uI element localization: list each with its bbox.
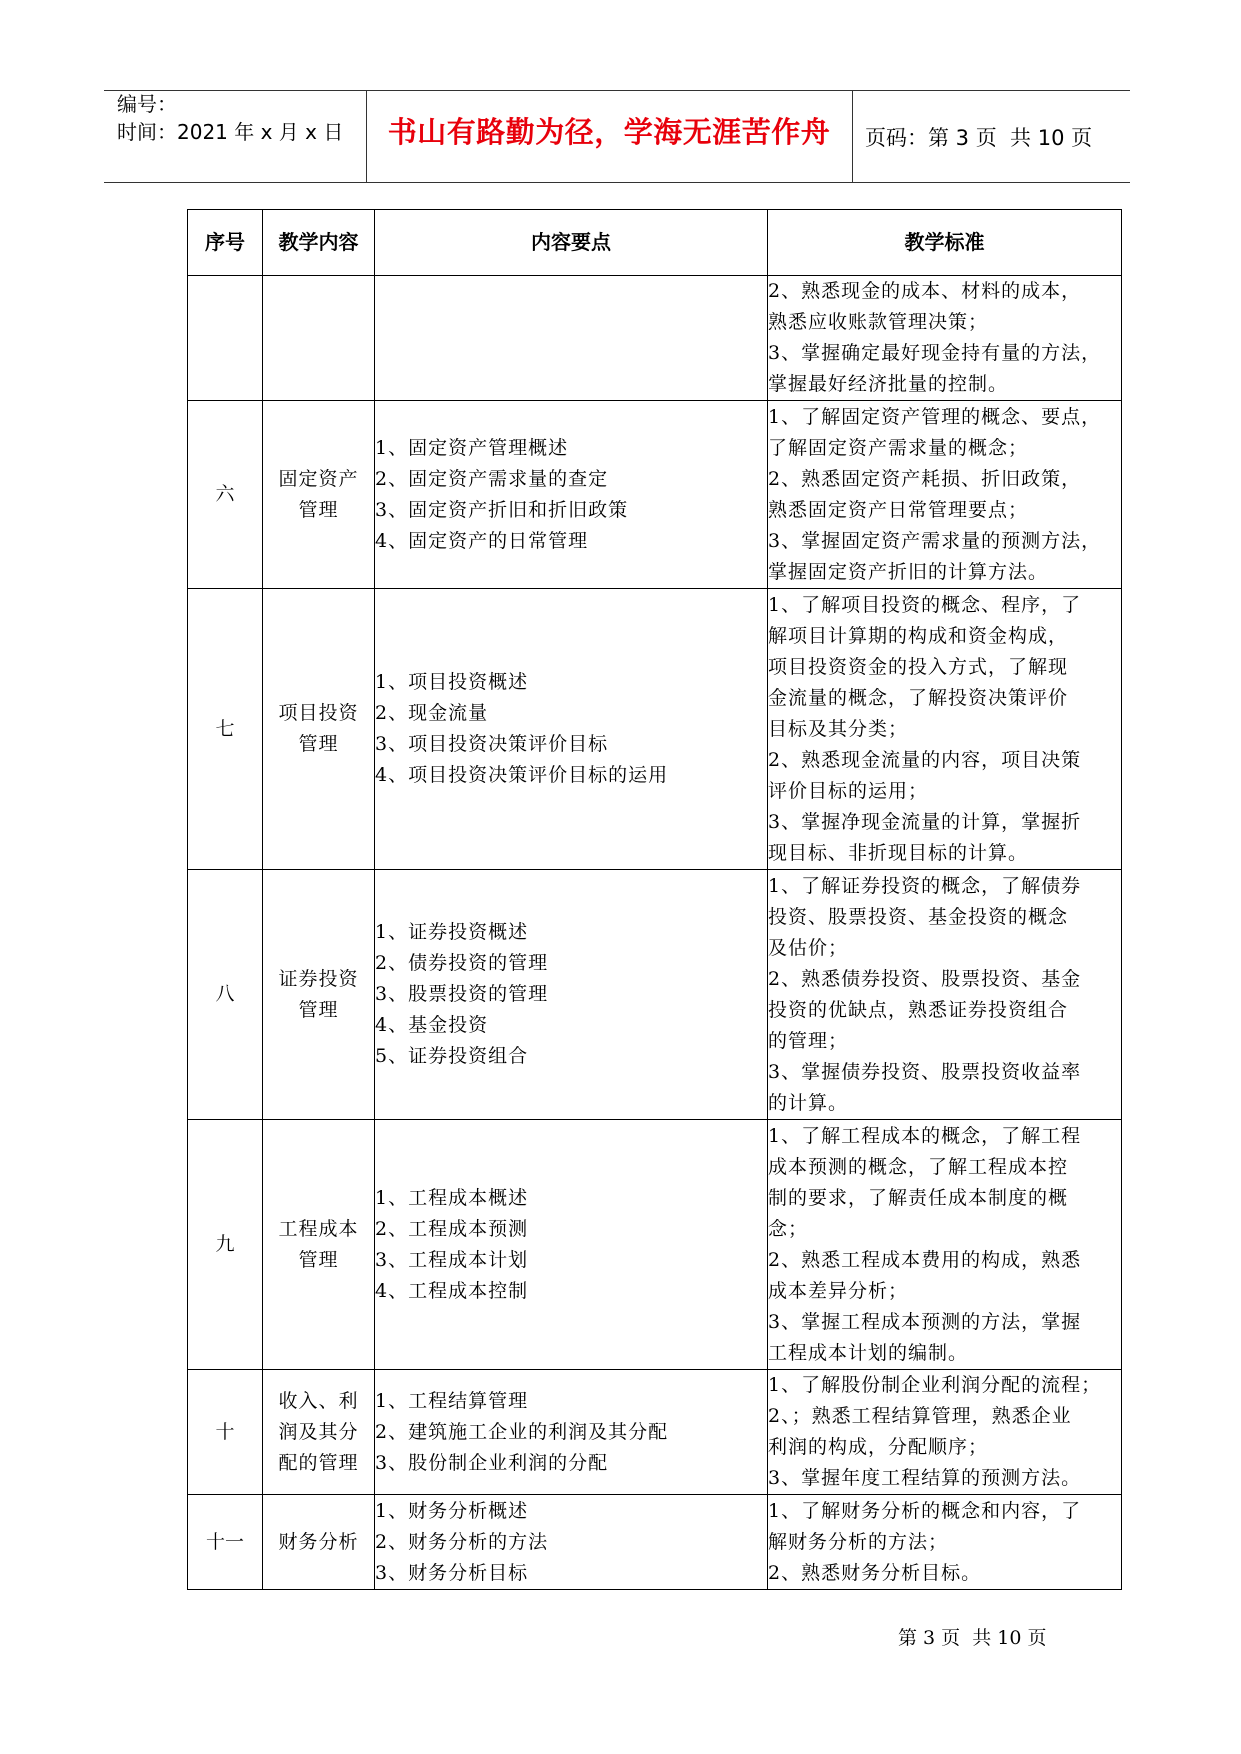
column-header-no: 序号: [188, 210, 263, 276]
row-topic: 固定资产 管理: [263, 401, 375, 589]
table-row: [188, 1120, 1122, 1370]
row-topic: [263, 276, 375, 401]
table-row: [188, 1370, 1122, 1495]
row-number: 十一: [188, 1495, 263, 1590]
table-row: [188, 276, 1122, 401]
row-points: 1、工程结算管理 2、建筑施工企业的利润及其分配 3、股份制企业利润的分配: [375, 1370, 768, 1495]
row-points: 1、项目投资概述 2、现金流量 3、项目投资决策评价目标 4、项目投资决策评价目标的运用: [375, 589, 768, 870]
header-divider-right: [852, 90, 853, 182]
serial-number-label: 编号：: [117, 92, 177, 116]
row-standard: 1、了解固定资产管理的概念、要点， 了解固定资产需求量的概念； 2、熟悉固定资产耗损、折旧政策， 熟悉固定资产日常管理要点； 3、掌握固定资产需求量的预测方法， 掌握固定资产折旧的计算方法。: [768, 401, 1122, 589]
row-number: 六: [188, 401, 263, 589]
table-row: [188, 589, 1122, 870]
column-header-topic: 教学内容: [263, 210, 375, 276]
table-row: [188, 1495, 1122, 1590]
row-standard: 1、了解证券投资的概念，了解债券 投资、股票投资、基金投资的概念 及估价； 2、熟悉债券投资、股票投资、基金 投资的优缺点，熟悉证券投资组合 的管理； 3、掌握债券投资、股票投资收益率 的计算。: [768, 870, 1122, 1120]
table-row: [188, 401, 1122, 589]
row-standard: 2、熟悉现金的成本、材料的成本， 熟悉应收账款管理决策； 3、掌握确定最好现金持有量的方法， 掌握最好经济批量的控制。: [768, 276, 1122, 401]
row-number: 十: [188, 1370, 263, 1495]
row-standard: 1、了解项目投资的概念、程序，了 解项目计算期的构成和资金构成， 项目投资资金的投入方式，了解现 金流量的概念，了解投资决策评价 目标及其分类； 2、熟悉现金流量的内容，项目决策 评价目标的运用； 3、掌握净现金流量的计算，掌握折 现目标、非折现目标的计算。: [768, 589, 1122, 870]
row-topic: 证券投资 管理: [263, 870, 375, 1120]
row-topic: 工程成本 管理: [263, 1120, 375, 1370]
table-row: [188, 870, 1122, 1120]
row-points: 1、固定资产管理概述 2、固定资产需求量的查定 3、固定资产折旧和折旧政策 4、固定资产的日常管理: [375, 401, 768, 589]
row-standard: 1、了解财务分析的概念和内容，了 解财务分析的方法； 2、熟悉财务分析目标。: [768, 1495, 1122, 1590]
row-standard: 1、了解工程成本的概念，了解工程 成本预测的概念，了解工程成本控 制的要求，了解责任成本制度的概 念； 2、熟悉工程成本费用的构成，熟悉 成本差异分析； 3、掌握工程成本预测的方法，掌握 工程成本计划的编制。: [768, 1120, 1122, 1370]
row-points: 1、工程成本概述 2、工程成本预测 3、工程成本计划 4、工程成本控制: [375, 1120, 768, 1370]
row-standard: 1、了解股份制企业利润分配的流程； 2、；熟悉工程结算管理，熟悉企业 利润的构成，分配顺序； 3、掌握年度工程结算的预测方法。: [768, 1370, 1122, 1495]
table-header-row: [188, 210, 1122, 276]
header-bottom-rule: [104, 182, 1130, 183]
row-points: 1、证券投资概述 2、债券投资的管理 3、股票投资的管理 4、基金投资 5、证券投资组合: [375, 870, 768, 1120]
row-points: 1、财务分析概述 2、财务分析的方法 3、财务分析目标: [375, 1495, 768, 1590]
header-motto: 书山有路勤为径，学海无涯苦作舟: [387, 115, 831, 149]
row-topic: 项目投资 管理: [263, 589, 375, 870]
row-topic: 财务分析: [263, 1495, 375, 1590]
row-number: 九: [188, 1120, 263, 1370]
row-number: 八: [188, 870, 263, 1120]
row-points: [375, 276, 768, 401]
header-page-number: 页码：第 3 页 共 10 页: [865, 126, 1093, 150]
header-meta: [117, 90, 343, 146]
column-header-points: 内容要点: [375, 210, 768, 276]
syllabus-table: [187, 209, 1122, 1590]
row-number: [188, 276, 263, 401]
column-header-standard: 教学标准: [768, 210, 1122, 276]
footer-page-number: 第 3 页 共 10 页: [898, 1627, 1047, 1649]
row-topic: 收入、利 润及其分 配的管理: [263, 1370, 375, 1495]
row-number: 七: [188, 589, 263, 870]
date-label: 时间：2021 年 x 月 x 日: [117, 120, 344, 144]
